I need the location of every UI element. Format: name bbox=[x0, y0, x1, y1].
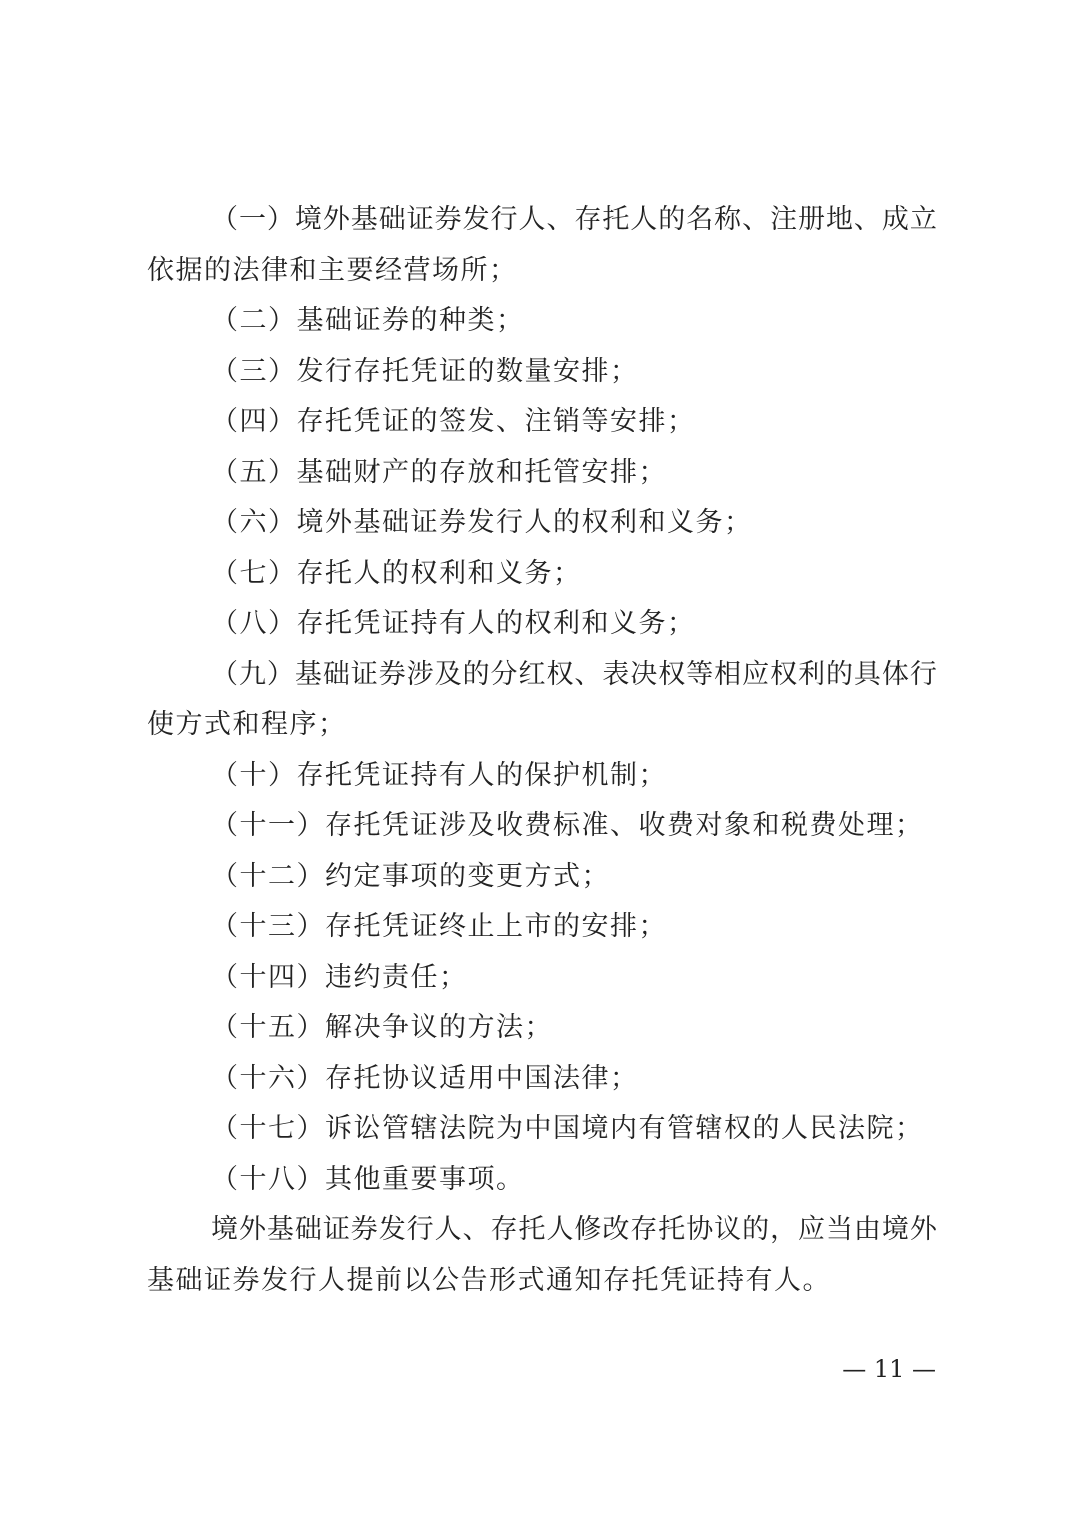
list-item-7: （七）存托人的权利和义务； bbox=[211, 557, 582, 589]
list-item-18: （十八）其他重要事项。 bbox=[211, 1163, 525, 1195]
list-item-17: （十七）诉讼管辖法院为中国境内有管辖权的人民法院； bbox=[211, 1113, 924, 1144]
page-number: — 11 — bbox=[842, 1355, 936, 1383]
document-body bbox=[147, 195, 937, 1306]
list-item-11: （十一）存托凭证涉及收费标准、收费对象和税费处理； bbox=[211, 810, 924, 841]
list-item-5: （五）基础财产的存放和托管安排； bbox=[211, 456, 667, 488]
list-item-9-continuation: 使方式和程序； bbox=[147, 709, 347, 740]
closing-paragraph-continuation: 基础证券发行人提前以公告形式通知存托凭证持有人。 bbox=[147, 1264, 831, 1296]
list-item-4: （四）存托凭证的签发、注销等安排； bbox=[211, 406, 696, 437]
list-item-16: （十六）存托协议适用中国法律； bbox=[211, 1062, 639, 1094]
list-item-9: （ 九 ） 基 础 证 券 涉 及 的 分 红 权 、 表 决 权 等 相 应 权 利 的 具 体 行 bbox=[211, 658, 937, 690]
list-item-1: （ 一 ） 境 外 基 础 证 券 发 行 人 、 存 托 人 的 名 称 、 注 册 地 、 成 立 bbox=[211, 204, 937, 235]
list-item-1-continuation: 依据的法律和主要经营场所； bbox=[147, 254, 518, 286]
list-item-3: （三）发行存托凭证的数量安排； bbox=[211, 355, 639, 387]
list-item-13: （十三）存托凭证终止上市的安排； bbox=[211, 911, 667, 942]
list-item-12: （十二）约定事项的变更方式； bbox=[211, 860, 610, 892]
list-item-10: （十）存托凭证持有人的保护机制； bbox=[211, 759, 667, 791]
list-item-6: （六）境外基础证券发行人的权利和义务； bbox=[211, 507, 753, 538]
list-item-2: （二）基础证券的种类； bbox=[211, 305, 525, 336]
list-item-8: （八）存托凭证持有人的权利和义务； bbox=[211, 608, 696, 639]
list-item-14: （十四）违约责任； bbox=[211, 961, 468, 993]
list-item-15: （十五）解决争议的方法； bbox=[211, 1012, 553, 1043]
closing-paragraph: 境 外 基 础 证 券 发 行 人 、 存 托 人 修 改 存 托 协 议 的 ， 应 当 由 境 外 bbox=[211, 1214, 937, 1245]
